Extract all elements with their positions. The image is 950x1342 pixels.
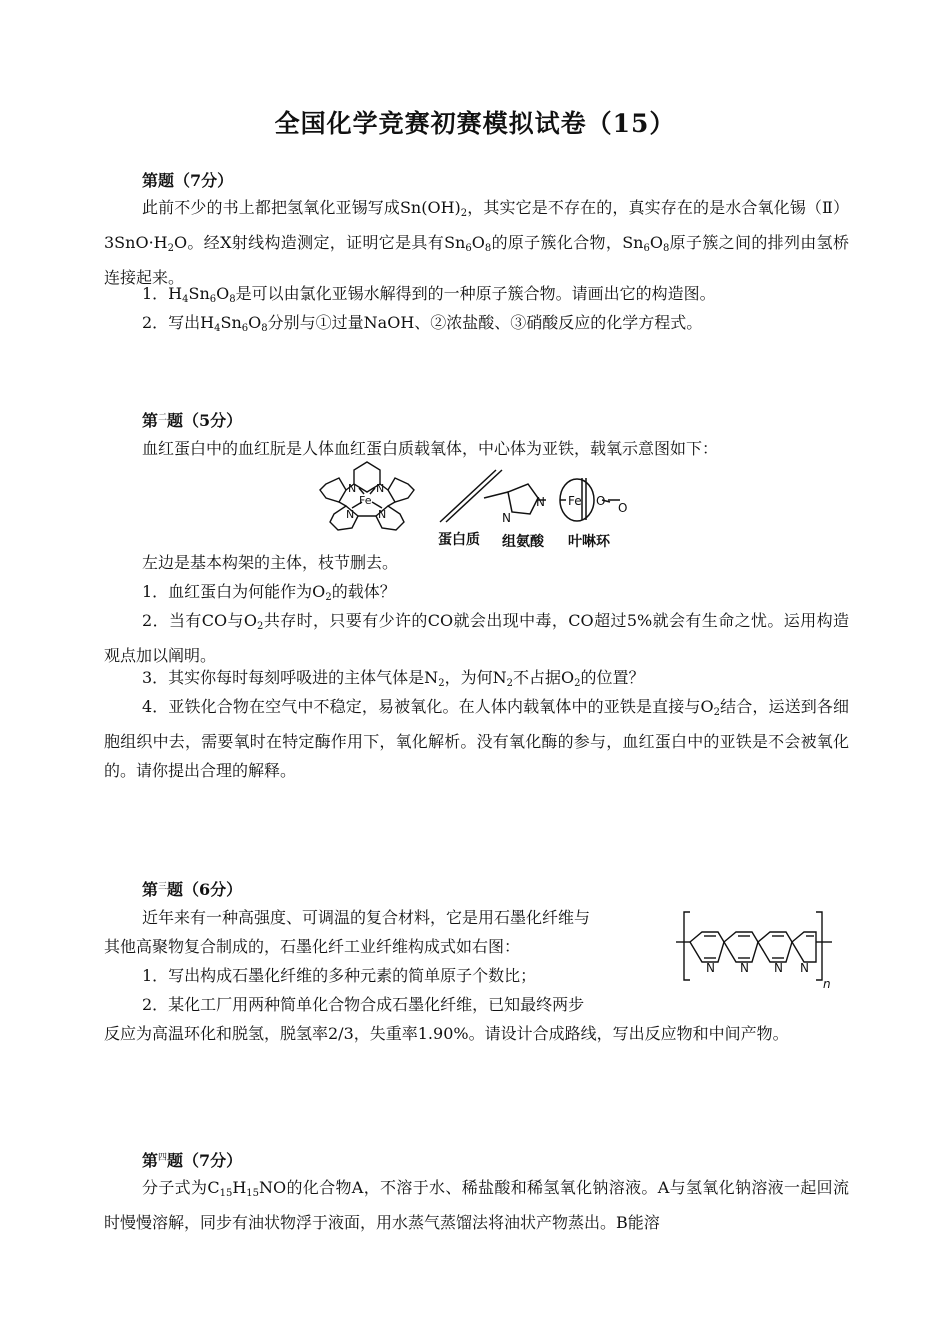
label-protein: 蛋白质 — [438, 532, 480, 548]
porphyrin-fe: Fe — [359, 494, 372, 507]
porphyrin-n3: N — [346, 508, 355, 521]
q1-sub2: 2．写出$H_4Sn_6O_8$分别与①过量NaOH、②浓盐酸、③硝酸反应的化学方程式。 — [142, 313, 703, 334]
fiber-n4: N — [800, 961, 809, 975]
porphyrin-n1: N — [348, 482, 357, 495]
q3-intro-line2: 其他高聚物复合制成的，石墨化纤工业纤维构成式如右图： — [104, 937, 521, 956]
q1-sub1: 1．$H_4Sn_6O_8$是可以由氯化亚锡水解得到的一种原子簇合物。请画出它的构造图。 — [142, 284, 716, 305]
porphyrin-n2: N — [376, 482, 385, 495]
q2-sub3: 3．其实你每时每刻呼吸进的主体气体是$N_2$，为何$N_2$不占据$O_2$的位置？ — [142, 668, 645, 689]
q3-sub1: 1．写出构成石墨化纤维的多种元素的简单原子个数比； — [142, 966, 537, 985]
fiber-repeat-n: n — [823, 977, 831, 991]
label-porphyrin: 叶啉环 — [568, 534, 610, 550]
fiber-n3: N — [774, 961, 783, 975]
q3-intro-line1: 近年来有一种高强度、可调温的复合材料，它是用石墨化纤维与 — [142, 908, 591, 927]
fiber-n2: N — [740, 961, 749, 975]
oxygen-1: O — [596, 494, 606, 508]
oxygen-2: O — [618, 501, 628, 515]
q2-intro: 血红蛋白中的血红朊是人体血红蛋白质载氧体，中心体为亚铁，载氧示意图如下： — [142, 439, 719, 458]
histidine-n1: N — [536, 495, 545, 509]
q2-heading: 第$^二$题（5分） — [142, 411, 243, 430]
q2-note: 左边是基本构架的主体，枝节删去。 — [142, 553, 399, 572]
q2-sub1: 1．血红蛋白为何能作为$O_2$的载体？ — [142, 582, 396, 603]
q2-sub4: 4．亚铁化合物在空气中不稳定，易被氧化。在人体内载氧体中的亚铁是直接与$O_2$结合，运送到各细胞组织中去，需要氧时在特定酶作用下，氧化解析。没有氧化酶的参与，血红蛋白中的亚铁是不会被氧化的。请你提出合理的解释。 — [104, 697, 849, 780]
q3-sub2-rest: 反应为高温环化和脱氢，脱氢率2/3，失重率1.90%。请设计合成路线，写出反应物和中间产物。 — [104, 1024, 789, 1043]
q4-intro: 分子式为$C_{15}H_{15}NO$的化合物A，不溶于水、稀盐酸和稀氢氧化钠溶液。A与氢氧化钠溶液一起回流时慢慢溶解，同步有油状物浮于液面，用水蒸气蒸馏法将油状产物蒸出。B能溶 — [104, 1178, 849, 1232]
q3-heading: 第$^三$题（6分） — [142, 880, 243, 899]
label-histidine: 组氨酸 — [502, 534, 544, 550]
q1-heading: 第题（7分） — [142, 171, 234, 190]
q3-sub2-line1: 2．某化工厂用两种简单化合物合成石墨化纤维，已知最终两步 — [142, 995, 585, 1014]
graphite-fiber-figure — [676, 908, 836, 992]
q4-heading: 第$^四$题（7分） — [142, 1151, 243, 1170]
fiber-n1: N — [706, 961, 715, 975]
q1-intro: 此前不少的书上都把氢氧化亚锡写成$Sn(OH)_2$，其实它是不存在的，真实存在的是水合氧化锡$(Ⅱ)3SnO\cdot H_2O$。经X射线构造测定，证明它是具有$Sn_6O_8$的原子簇化合物，$Sn_6O_8$原子簇之间的排列由氢桥连接起来。 — [104, 198, 849, 287]
histidine-n2: N — [502, 511, 511, 525]
heme-fe: Fe — [568, 494, 582, 508]
porphyrin-figure — [312, 458, 422, 538]
q2-sub2: 2．当有CO与$O_2$共存时，只要有少许的CO就会出现中毒，CO超过5%就会有生命之忧。运用构造观点加以阐明。 — [104, 611, 849, 665]
page-title: 全国化学竞赛初赛模拟试卷（15） — [274, 109, 676, 138]
oxygen-binding-figure — [432, 458, 642, 552]
porphyrin-n4: N — [378, 508, 387, 521]
